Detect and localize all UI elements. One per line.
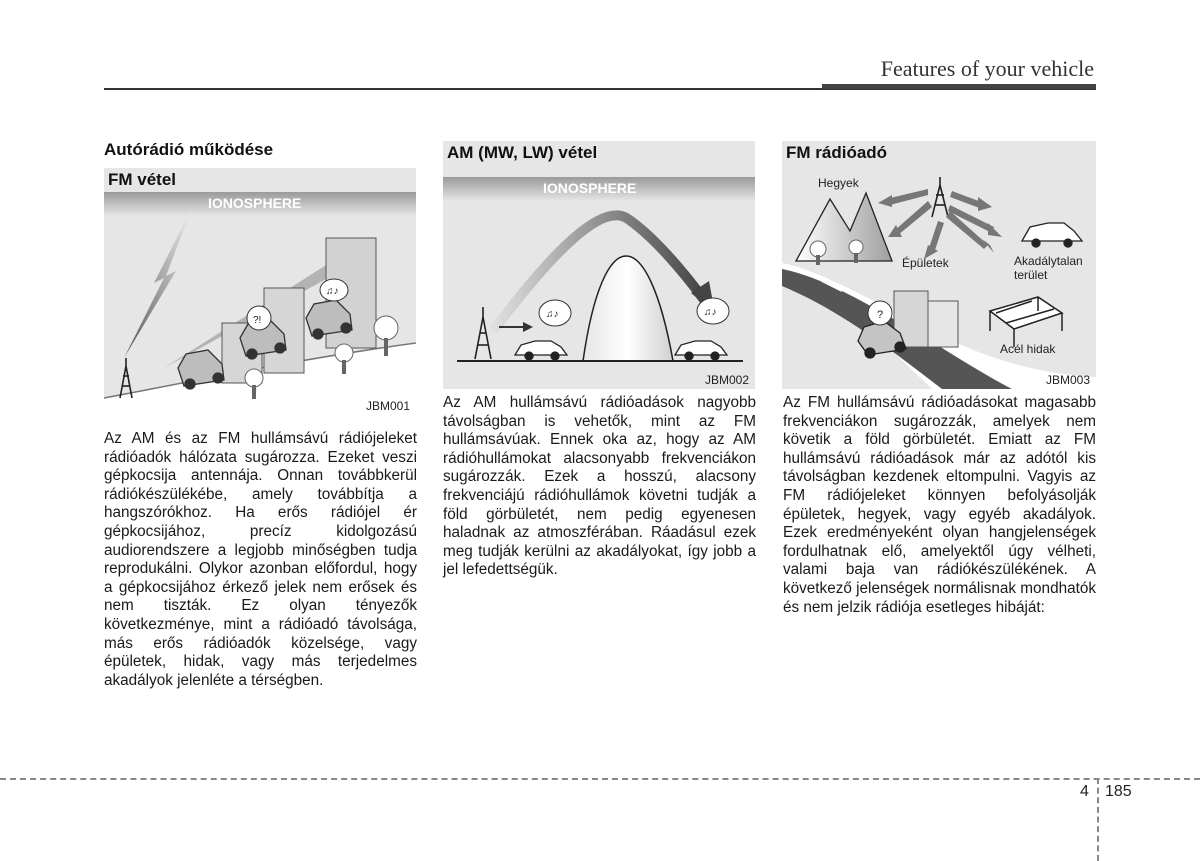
paragraph: Az AM és az FM hullámsávú rádiójeleket rádióadók hálózata sugározza. Ezeket veszi gépkocsija antennája. Onnan továbbkerül rádiókészülékébe, amely továbbítja a hangszórókhoz. Ha erős rádiójel ér gépkocsijához, precíz kidolgozású audiorendszere a legjobb minőségben tudja reprodukálni. Olykor azonban előfordul, hogy a gépkocsijához érkező jelek nem erősek és nem tiszták. Ez olyan tényezők következménye, mint a rádióadó távolsága, más erős rádióadók közelsége, vagy épületek, hidak, vagy más terjedelmes akadályok jelenléte a térségben.	[104, 430, 417, 689]
chapter-number: 4	[1080, 783, 1089, 800]
ionosphere-label: IONOSPHERE	[208, 195, 302, 211]
figure-code: JBM002	[705, 373, 750, 387]
figure-label: FM vétel	[108, 170, 177, 189]
car-icon	[675, 341, 727, 360]
label-hegyek: Hegyek	[818, 176, 859, 190]
fm-transmitter-figure	[782, 141, 1096, 389]
figure-code: JBM003	[1046, 373, 1091, 387]
label-epuletek: Épületek	[902, 256, 949, 270]
radio-tower-icon	[120, 358, 132, 398]
svg-text:?!: ?!	[253, 315, 262, 326]
label-akadalytalan: Akadálytalan	[1014, 254, 1083, 268]
hill	[583, 256, 673, 361]
ionosphere-label: IONOSPHERE	[543, 180, 637, 196]
label-acel-hidak: Acél hidak	[1000, 342, 1056, 356]
figure-code: JBM001	[366, 399, 411, 413]
car-icon	[515, 341, 567, 360]
fm-transmitter-illustration	[782, 141, 1096, 389]
car-icon	[1022, 223, 1082, 247]
paragraph: Az FM hullámsávú rádióadásokat magasabb frekvenciákon sugározzák, amelyek nem követik a föld görbületét. Emiatt az FM hullámsávú rádióadások már az adótól kis távolságban kezdenek eltompulni. Vagyis az FM rádiójeleket könnyen befolyásolják épületek, hegyek, vagy egyéb akadályok. Ezek eredményeként olyan hangjelenségek fordulhatnak elő, amelyektől úgy vélheti, valami baja van rádiókészülékének. A következő jelenségek normálisnak mondhatók és nem jelzik rádiója esetleges hibáját:	[783, 394, 1096, 616]
page-header-title: Features of your vehicle	[880, 56, 1094, 81]
header-rule-accent	[822, 84, 1096, 89]
radio-tower-icon	[475, 307, 491, 359]
footer-rule	[0, 778, 1200, 780]
signal-arrows	[878, 189, 1002, 259]
fm-reception-illustration	[104, 168, 416, 414]
steel-bridge	[990, 297, 1062, 347]
figure-label: AM (MW, LW) vétel	[447, 143, 598, 162]
car-icon	[178, 350, 224, 389]
svg-text:♫♪: ♫♪	[546, 309, 559, 320]
paragraph: Az AM hullámsávú rádióadások nagyobb távolságban is vehetők, mint az FM hullámsávúak. Ennek oka az, hogy az AM rádióhullámokat alacsonyabb frekvenciákon sugározzák. Ezek a hosszú, alacsony frekvenciájú rádióhullámok követni tudják a föld görbületét, nem pedig egyenesen haladnak az atmoszférában. Ráadásul ezek meg tudják kerülni az akadályokat, így jobb a jel lefedettségük.	[443, 394, 756, 579]
signal-bolt	[124, 208, 192, 358]
svg-text:♫♪: ♫♪	[704, 307, 717, 318]
section-title: Autórádió működése	[104, 140, 274, 159]
svg-text:?: ?	[877, 309, 884, 321]
svg-text:♫♪: ♫♪	[326, 286, 339, 297]
fm-reception-figure	[104, 168, 416, 414]
radio-tower-icon	[932, 177, 948, 217]
footer-divider	[1097, 778, 1099, 861]
am-reception-illustration	[443, 141, 755, 389]
page-number: 185	[1105, 783, 1132, 800]
label-terulet: terület	[1014, 268, 1048, 282]
figure-label: FM rádióadó	[786, 143, 888, 162]
am-reception-figure	[443, 141, 755, 389]
